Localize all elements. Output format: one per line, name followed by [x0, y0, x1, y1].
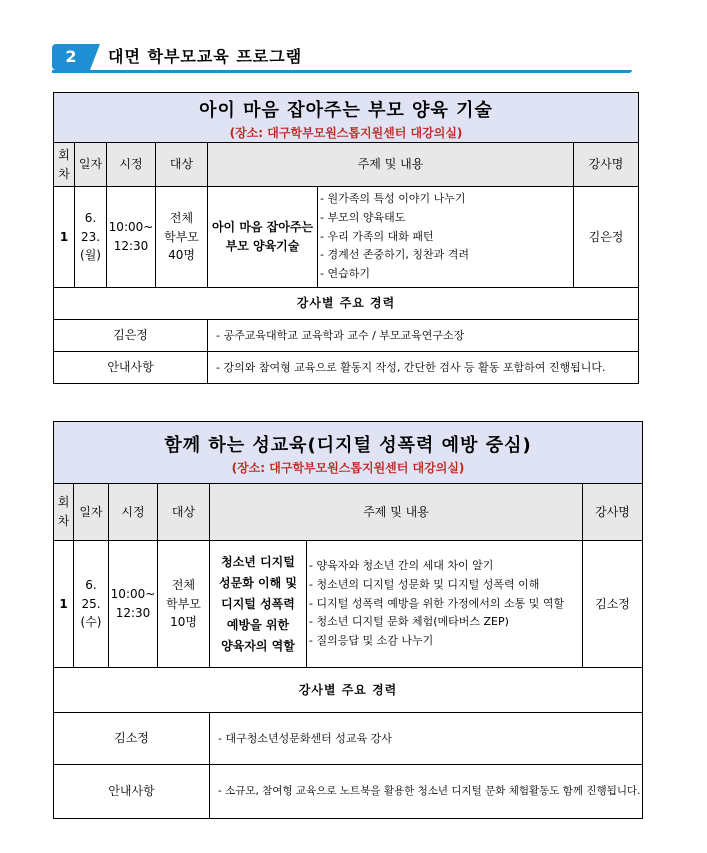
- content-item: - 질의응답 및 소감 나누기: [309, 634, 434, 648]
- header-instructor: 강사명: [574, 143, 639, 187]
- header-date: 일자: [74, 484, 109, 541]
- header-topic: 주제 및 내용: [208, 143, 574, 187]
- career-name: 김소정: [54, 713, 210, 765]
- header-target: 대상: [158, 484, 210, 541]
- content-item: - 원가족의 특성 이야기 나누기: [320, 192, 466, 206]
- program-title-cell: [54, 422, 643, 484]
- content-item: - 청소년 디지털 문화 체험(메타버스 ZEP): [309, 615, 509, 629]
- section-title: 대면 학부모교육 프로그램: [108, 47, 303, 66]
- instructor-cell: 김은정: [574, 187, 639, 288]
- content-item: - 부모의 양육태도: [320, 210, 406, 224]
- section-number-badge: 2: [52, 44, 90, 70]
- program-title: 아이 마음 잡아주는 부모 양육 기술: [199, 100, 493, 121]
- content-item: - 경계선 존중하기, 칭찬과 격려: [320, 248, 469, 262]
- header-instructor: 강사명: [583, 484, 643, 541]
- time-cell: 10:00~ 12:30: [109, 541, 158, 668]
- notice-label: 안내사항: [54, 765, 210, 819]
- program-place: (장소: 대구학부모원스톱지원센터 대강의실): [229, 126, 463, 140]
- target-cell: 전체 학부모 10명: [158, 541, 210, 668]
- header-topic: 주제 및 내용: [210, 484, 583, 541]
- section-underline: [52, 70, 632, 73]
- career-text: - 공주교육대학교 교육학과 교수 / 부모교육연구소장: [208, 320, 639, 352]
- program-table-1: [53, 92, 639, 384]
- content-item: - 우리 가족의 대화 패턴: [320, 229, 434, 243]
- section-heading: [52, 40, 632, 74]
- content-item: - 연습하기: [320, 267, 370, 281]
- career-heading: 강사별 주요 경력: [54, 288, 639, 320]
- header-time: 시정: [107, 143, 156, 187]
- content-item: - 청소년의 디지털 성문화 및 디지털 성폭력 이해: [309, 577, 540, 591]
- topic-cell: 청소년 디지털 성문화 이해 및 디지털 성폭력 예방을 위한 양육자의 역할: [210, 541, 307, 668]
- career-text: - 대구청소년성문화센터 성교육 강사: [210, 713, 643, 765]
- round-cell: 1: [54, 541, 74, 668]
- contents-cell: [307, 541, 583, 668]
- header-date: 일자: [75, 143, 107, 187]
- content-item: - 디지털 성폭력 예방을 위한 가정에서의 소통 및 역할: [309, 596, 565, 610]
- content-item: - 양육자와 청소년 간의 세대 차이 알기: [309, 559, 494, 573]
- notice-text: - 강의와 참여형 교육으로 활동지 작성, 간단한 검사 등 활동 포함하여 진행됩니다.: [208, 352, 639, 384]
- notice-label: 안내사항: [54, 352, 208, 384]
- contents-cell: [318, 187, 574, 288]
- notice-text: - 소규모, 참여형 교육으로 노트북을 활용한 청소년 디지털 문화 체험활동도 함께 진행됩니다.: [210, 765, 643, 819]
- round-cell: 1: [54, 187, 75, 288]
- career-heading: 강사별 주요 경력: [54, 668, 643, 713]
- program-place: (장소: 대구학부모원스톱지원센터 대강의실): [231, 461, 465, 475]
- header-target: 대상: [156, 143, 208, 187]
- career-name: 김은정: [54, 320, 208, 352]
- date-cell: 6. 25. (수): [74, 541, 109, 668]
- program-title: 함께 하는 성교육(디지털 성폭력 예방 중심): [164, 435, 532, 456]
- header-time: 시정: [109, 484, 158, 541]
- header-round: 회 차: [54, 484, 74, 541]
- time-cell: 10:00~ 12:30: [107, 187, 156, 288]
- program-table-2: [53, 421, 643, 819]
- instructor-cell: 김소정: [583, 541, 643, 668]
- date-cell: 6. 23. (월): [75, 187, 107, 288]
- program-title-cell: [54, 93, 639, 143]
- header-round: 회 차: [54, 143, 75, 187]
- topic-cell: 아이 마음 잡아주는 부모 양육기술: [208, 187, 318, 288]
- target-cell: 전체 학부모 40명: [156, 187, 208, 288]
